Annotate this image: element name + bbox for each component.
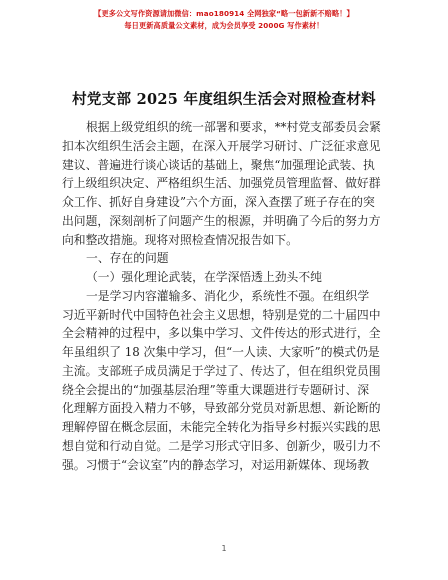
page-number: 1 (221, 544, 227, 553)
body-text-line: 年虽组织了 18 次集中学习，但“一人读、大家听”的模式仍是 (62, 345, 380, 359)
body-text-line: 众工作、抓好自身建设”六个方面，深入查摆了班子存在的突 (62, 195, 375, 209)
body-text-line: 扣本次组织生活会主题，在深入开展学习研讨、广泛征求意见 (62, 138, 381, 153)
promo-banner-line-2: 每日更新高质量公文素材，成为会员享受 2000G 写作素材！ (124, 21, 324, 30)
document-title: 村党支部 2025 年度组织生活会对照检查材料 (72, 91, 376, 108)
body-text-line: （一）强化理论武装，在学深悟透上劲头不纯 (86, 270, 322, 284)
body-text-line: 一是学习内容灌输多、消化少，系统性不强。在组织学 (86, 288, 370, 303)
body-text-line: 强。习惯于“会议室”内的静态学习，对运用新媒体、现场教 (62, 457, 369, 472)
body-text-line: 建议、普遍进行谈心谈话的基础上，聚焦“加强理论武装、执 (62, 157, 375, 172)
body-text-line: 化理解方面投入精力不够，导致部分党员对新思想、新论断的 (62, 401, 381, 416)
document-body (62, 118, 402, 474)
body-text-line: 根据上级党组织的统一部署和要求，**村党支部委员会紧 (86, 120, 381, 134)
body-text-line: 一、存在的问题 (86, 251, 169, 266)
body-text-line: 想自觉和行动自觉。二是学习形式守旧多、创新少，吸引力不 (62, 438, 381, 453)
body-text-line: 全会精神的过程中，多以集中学习、文件传达的形式进行，全 (62, 326, 381, 341)
body-text-line: 出问题，深刻剖析了问题产生的根源，并明确了今后的努力方 (62, 213, 381, 228)
promo-banner-line-1: 【更多公文写作资源请加微信：mao180914 全网独家“略一包新新不赔略！】 (94, 9, 354, 18)
body-text-line: 行上级组织决定、严格组织生活、加强党员管理监督、做好群 (62, 176, 381, 191)
body-text-line: 向和整改措施。现将对照检查情况报告如下。 (62, 232, 298, 247)
body-text-line: 主流。支部班子成员满足于学过了、传达了，但在组织党员围 (62, 363, 381, 378)
promo-banner (0, 8, 448, 32)
body-text-line: 绕全会提出的“加强基层治理”等重大课题进行专题研讨、深 (62, 382, 369, 397)
body-text-line: 理解停留在概念层面，未能完全转化为指导乡村振兴实践的思 (62, 420, 381, 434)
body-text-line: 习近平新时代中国特色社会主义思想，特别是党的二十届四中 (62, 307, 381, 322)
